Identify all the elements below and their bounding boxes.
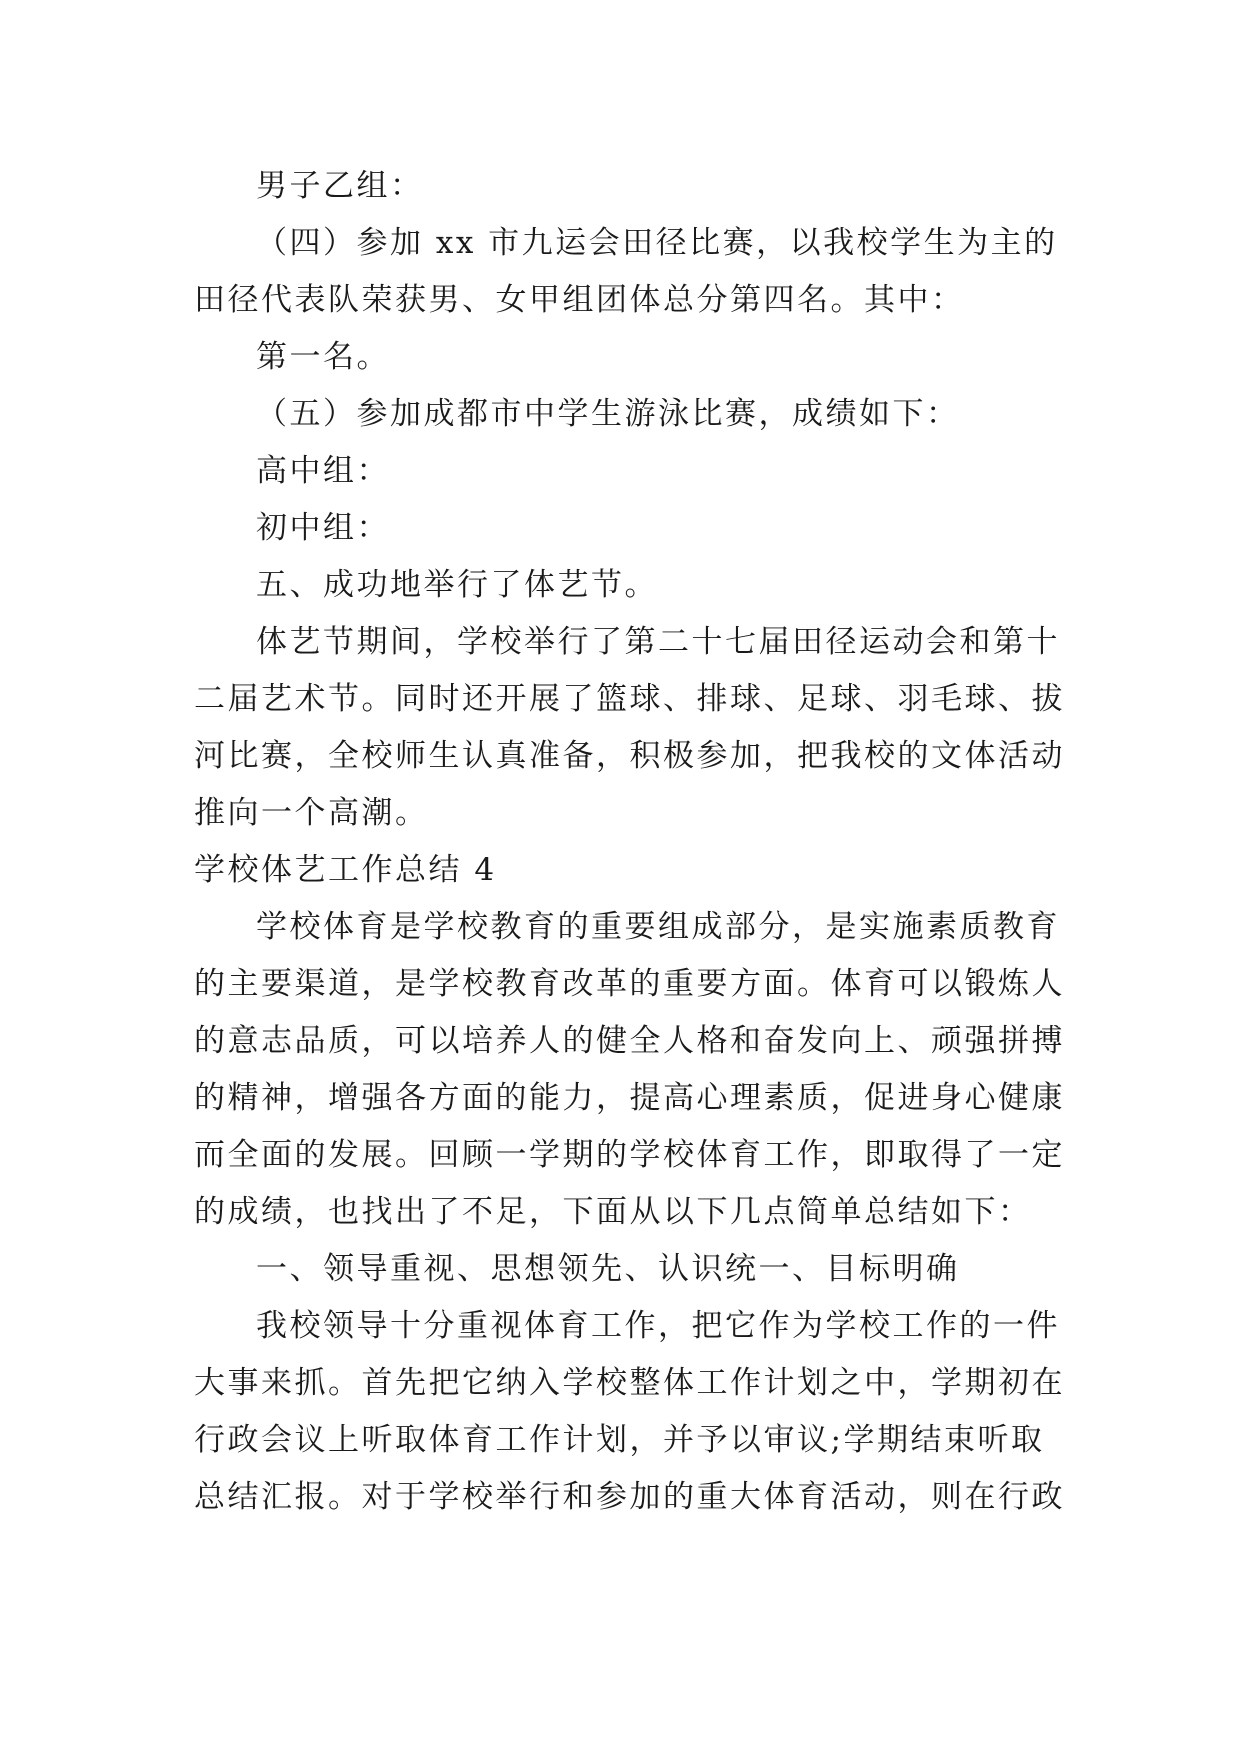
text-line: 行政会议上听取体育工作计划，并予以审议;学期结束听取 xyxy=(194,1422,1045,1458)
text-line: 大事来抓。首先把它纳入学校整体工作计划之中，学期初在 xyxy=(194,1365,1065,1401)
text-line: （四）参加 xx 市九运会田径比赛，以我校学生为主的 xyxy=(256,225,1058,261)
text-line: 而全面的发展。回顾一学期的学校体育工作，即取得了一定 xyxy=(194,1137,1065,1173)
text-line: 田径代表队荣获男、女甲组团体总分第四名。其中： xyxy=(194,282,965,318)
text-line: 推向一个高潮。 xyxy=(194,795,429,831)
text-line: 的成绩，也找出了不足，下面从以下几点简单总结如下： xyxy=(194,1194,1032,1230)
text-line: 体艺节期间，学校举行了第二十七届田径运动会和第十 xyxy=(256,624,1060,660)
text-line: 的意志品质，可以培养人的健全人格和奋发向上、顽强拼搏 xyxy=(194,1023,1065,1059)
article-title: 学校体艺工作总结 4 xyxy=(194,852,497,888)
text-line: 初中组： xyxy=(256,510,390,546)
text-line: 的精神，增强各方面的能力，提高心理素质，促进身心健康 xyxy=(194,1080,1065,1116)
document-body xyxy=(194,158,1065,1526)
text-line: 学校体育是学校教育的重要组成部分，是实施素质教育 xyxy=(256,909,1060,945)
text-line: （五）参加成都市中学生游泳比赛，成绩如下： xyxy=(256,396,960,432)
text-line: 河比赛，全校师生认真准备，积极参加，把我校的文体活动 xyxy=(194,738,1065,774)
section-heading: 五、成功地举行了体艺节。 xyxy=(256,567,658,603)
text-line: 的主要渠道，是学校教育改革的重要方面。体育可以锻炼人 xyxy=(194,966,1065,1002)
text-line: 总结汇报。对于学校举行和参加的重大体育活动，则在行政 xyxy=(194,1479,1065,1515)
text-line: 我校领导十分重视体育工作，把它作为学校工作的一件 xyxy=(256,1308,1060,1344)
text-line: 二届艺术节。同时还开展了篮球、排球、足球、羽毛球、拔 xyxy=(194,681,1065,717)
text-line: 男子乙组： xyxy=(256,168,424,204)
text-line: 高中组： xyxy=(256,453,390,489)
section-heading: 一、领导重视、思想领先、认识统一、目标明确 xyxy=(256,1251,960,1287)
text-line: 第一名。 xyxy=(256,339,390,375)
